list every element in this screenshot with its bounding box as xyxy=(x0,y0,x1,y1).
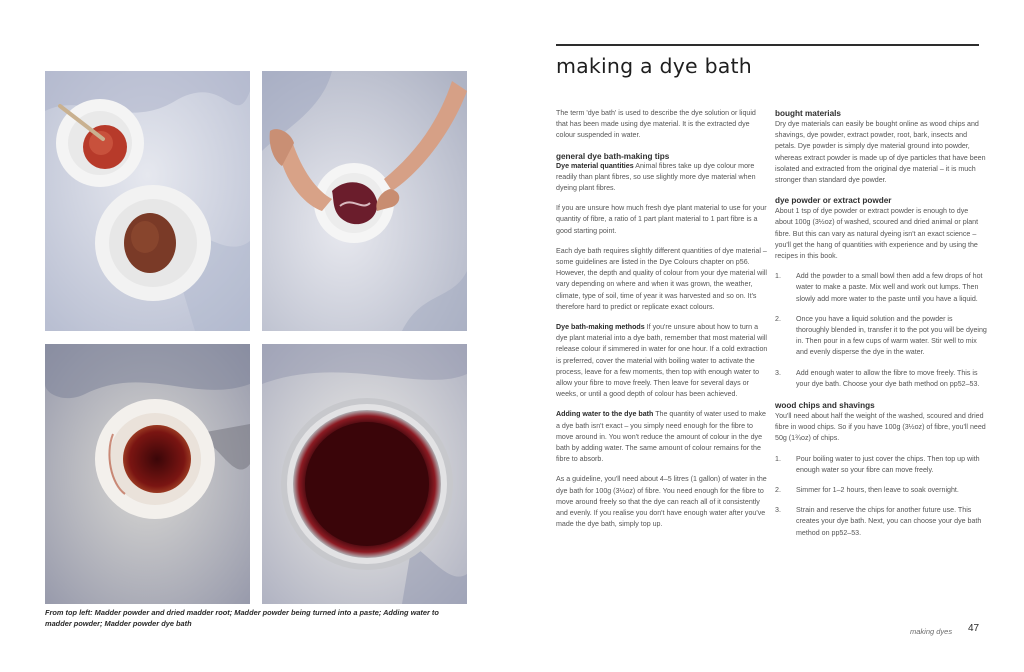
methods-text: If you're unsure about how to turn a dye plant material into a dye bath, remember that most material will release colour if simmered in water for one hour. If a cold extraction is preferred, cover the material with boiling water to activate the process, leave for a few moments, then top with enough water to allow your fibre to move freely. Then leave for several days or weeks, or until a good depth of colour has been achieved. xyxy=(556,323,768,399)
left-text-column xyxy=(556,108,768,540)
wood-heading: wood chips and shavings xyxy=(775,401,875,411)
step-number: 3. xyxy=(775,506,781,515)
quantities-paragraph xyxy=(556,161,768,195)
list-item xyxy=(775,271,987,305)
step-number: 2. xyxy=(775,486,781,495)
methods-paragraph xyxy=(556,322,768,400)
step-text: Simmer for 1–2 hours, then leave to soak overnight. xyxy=(796,486,959,495)
bought-paragraph: Dry dye materials can easily be bought online as wood chips and shavings, dye powder, extract powder, root, bark, insects and petals. Dye powder is simply dye material ground into powder, whereas extract powder is made up of dye particles that have been isolated and extracted from the original dye material – it is much stronger than standard dye powder. xyxy=(775,120,986,185)
intro-paragraph: The term 'dye bath' is used to describe the dye solution or liquid that has been made using dye material. It is the extracted dye colour suspended in water. xyxy=(556,109,756,140)
page-number: 47 xyxy=(968,623,980,634)
step-number: 1. xyxy=(775,454,781,463)
tips-heading: general dye bath-making tips xyxy=(556,151,670,161)
guideline-paragraph: As a guideline, you'll need about 4–5 litres (1 gallon) of water in the dye bath for 100g (3½oz) of fibre. You need enough for the fibre to move around freely so that the dye can reach all of it consistently and evenly. If you realise you don't have enough water after you've made the dye bath, simply top up. xyxy=(556,475,767,529)
photo-caption: From top left: Madder powder and dried madder root; Madder powder being turned into a paste; Adding water to madder powder; Madder powder dye bath xyxy=(45,608,439,628)
title-rule xyxy=(556,44,979,46)
wood-steps-list xyxy=(775,454,987,539)
adding-label: Adding water to the dye bath xyxy=(556,410,654,419)
powder-heading: dye powder or extract powder xyxy=(775,196,892,206)
powder-steps-list xyxy=(775,271,987,390)
methods-label: Dye bath-making methods xyxy=(556,323,645,332)
adding-paragraph xyxy=(556,409,768,465)
step-text: Strain and reserve the chips for another future use. This creates your dye bath. Next, you can choose your dye bath method on pp52–53. xyxy=(796,506,982,537)
wood-paragraph: You'll need about half the weight of the washed, scoured and dried fibre in wood chips. So if you have 100g (3½oz) of fibre, you'll need 50g (1¾oz) of chips. xyxy=(775,412,986,443)
step-text: Add enough water to allow the fibre to move freely. This is your dye bath. Choose your dye bath method on pp52–53. xyxy=(796,368,980,388)
bought-heading: bought materials xyxy=(775,109,841,118)
step-text: Add the powder to a small bowl then add a few drops of hot water to make a paste. Mix well and work out lumps. Then slowly add more water to the paste until you have a liquid. xyxy=(796,272,983,303)
list-item xyxy=(775,505,987,539)
right-text-column xyxy=(775,108,987,549)
photo-making-paste xyxy=(262,71,467,331)
photo-madder-powder-and-root xyxy=(45,71,250,331)
step-text: Pour boiling water to just cover the chips. Then top up with enough water so your fibre can move freely. xyxy=(796,454,980,474)
each-paragraph: Each dye bath requires slightly different quantities of dye material – some guidelines are listed in the Dye Colours chapter on p56. However, the depth and quality of colour from your dye material will vary depending on where and when it was grown, the weather, climate, type of soil, time of year it was harvested and so on. It's therefore hard to predict or replicate exact colours. xyxy=(556,246,767,311)
step-number: 2. xyxy=(775,314,781,323)
step-number: 1. xyxy=(775,272,781,281)
page-title: making a dye bath xyxy=(556,54,752,78)
powder-paragraph: About 1 tsp of dye powder or extract powder is enough to dye about 100g (3½oz) of washed, scoured and dried animal or plant fibre. But this can vary as natural dyeing isn't an exact science – you'll get the hang of quantities with experience and by using the recipes in this book. xyxy=(775,207,979,261)
unsure-paragraph: If you are unsure how much fresh dye plant material to use for your quantity of fibre, a ratio of 1 part plant material to 1 part fibre is a good starting point. xyxy=(556,204,767,235)
list-item xyxy=(775,454,987,476)
list-item xyxy=(775,485,987,496)
step-text: Once you have a liquid solution and the powder is thoroughly blended in, transfer it to the pot you will be dyeing in. Then pour in a few cups of warm water. Stir well to mix and evenly disperse the dye in the water. xyxy=(796,314,987,357)
footer-section-label: making dyes xyxy=(910,627,953,636)
quantities-text: Animal fibres take up dye colour more readily than plant fibres, so use slightly more dye material when dyeing plant fibres. xyxy=(556,161,756,193)
list-item xyxy=(775,314,987,359)
photo-dye-bath xyxy=(262,344,467,604)
photo-adding-water xyxy=(45,344,250,604)
adding-text: The quantity of water used to make a dye bath isn't exact – you simply need enough for the fibre to move around in. You won't reduce the amount of colour in the dye bath by adding water. The same amount of colour remains for the fibre to absorb. xyxy=(556,410,767,464)
list-item xyxy=(775,368,987,390)
quantities-label: Dye material quantities xyxy=(556,161,634,170)
step-number: 3. xyxy=(775,368,781,377)
